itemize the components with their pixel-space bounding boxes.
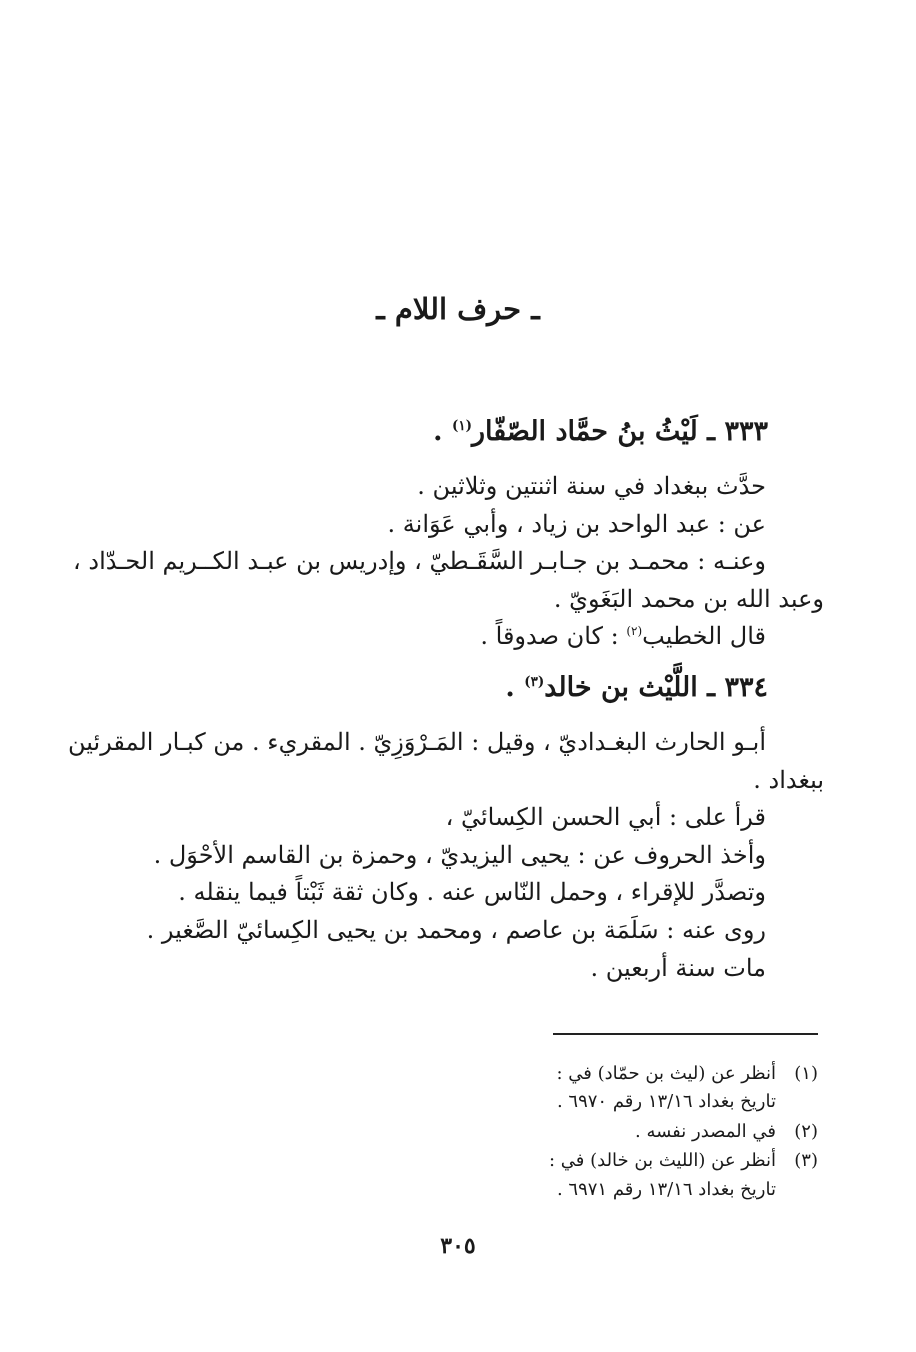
footnote-1-line-2: تاريخ بغداد ١٣/١٦ رقم ٦٩٧٠ . bbox=[556, 1091, 776, 1112]
entry-334-name: ـ اللَّيْث بن خالد bbox=[544, 672, 716, 703]
footnote-2-line-1: في المصدر نفسه . bbox=[635, 1121, 776, 1142]
footnote-1-number: (١) bbox=[794, 1063, 818, 1084]
chapter-title: ـ حرف اللام ـ bbox=[376, 292, 540, 326]
footnote-3-line-2: تاريخ بغداد ١٣/١٦ رقم ٦٩٧١ . bbox=[556, 1179, 776, 1200]
entry-333-name: ـ لَيْثُ بنُ حمَّاد الصّفّار bbox=[471, 416, 716, 447]
entry-333-line-4: وعبد الله بن محمد البَغَويّ . bbox=[553, 585, 824, 613]
footnote-3-number: (٣) bbox=[794, 1150, 818, 1171]
footnote-3-line-1: أنظر عن (الليث بن خالد) في : bbox=[548, 1150, 776, 1171]
entry-333-line-3: وعنـه : محمـد بن جـابـر السَّقَـطيّ ، وإدريس بن عبـد الكــريم الحـدّاد ، bbox=[73, 547, 766, 575]
entry-334-line-4: وأخذ الحروف عن : يحيى اليزيديّ ، وحمزة بن القاسم الأحْوَل . bbox=[153, 841, 766, 869]
footnote-separator bbox=[553, 1033, 818, 1035]
footnote-ref-2: (٢) bbox=[626, 624, 643, 638]
entry-333-quote: قال الخطيب$^{(٢)}$ : كان صدوقاً . bbox=[480, 622, 766, 650]
entry-334-number: ٣٣٤ bbox=[724, 672, 768, 703]
entry-333-line-2: عن : عبد الواحد بن زياد ، وأبي عَوَانة . bbox=[387, 510, 766, 538]
entry-333-number: ٣٣٣ bbox=[724, 416, 768, 447]
entry-334-heading: ٣٣٤ ـ اللَّيْث بن خالد$^{(٣)}$ . bbox=[505, 672, 768, 703]
entry-333-line-1: حدَّث ببغداد في سنة اثنتين وثلاثين . bbox=[417, 472, 766, 500]
footnote-2-number: (٢) bbox=[794, 1121, 818, 1142]
page-number: ٣٠٥ bbox=[440, 1233, 476, 1259]
entry-334-line-7: مات سنة أربعين . bbox=[590, 954, 766, 982]
entry-334-line-5: وتصدَّر للإقراء ، وحمل النّاس عنه . وكان ثقة ثَبْتاً فيما ينقله . bbox=[178, 878, 766, 906]
footnote-ref-1: (١) bbox=[451, 418, 472, 434]
footnote-ref-3: (٣) bbox=[524, 674, 545, 690]
entry-333-heading: ٣٣٣ ـ لَيْثُ بنُ حمَّاد الصّفّار$^{(١)}$ . bbox=[433, 416, 768, 447]
footnote-1-line-1: أنظر عن (ليث بن حمّاد) في : bbox=[556, 1063, 776, 1084]
entry-334-line-3: قرأ على : أبي الحسن الكِسائيّ ، bbox=[445, 803, 766, 831]
entry-334-line-2: ببغداد . bbox=[753, 766, 824, 794]
entry-334-line-1: أبـو الحارث البغـداديّ ، وقيل : المَـرْوَزِيّ . المقريء . من كبـار المقرئين bbox=[68, 728, 766, 756]
entry-334-line-6: روى عنه : سَلَمَة بن عاصم ، ومحمد بن يحيى الكِسائيّ الصَّغير . bbox=[146, 916, 766, 944]
